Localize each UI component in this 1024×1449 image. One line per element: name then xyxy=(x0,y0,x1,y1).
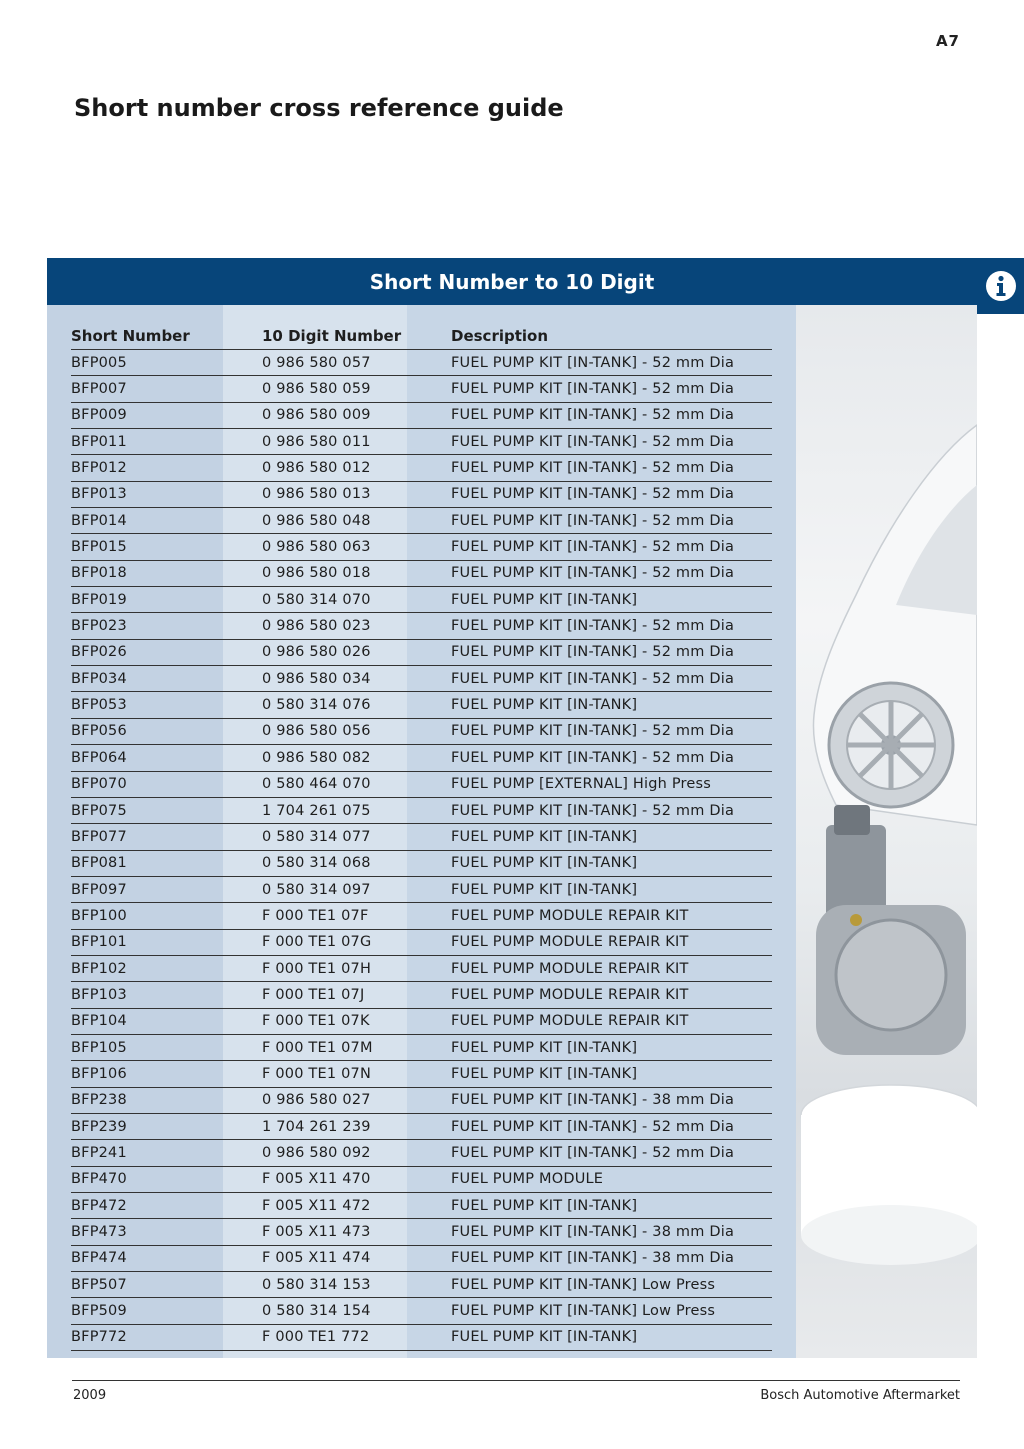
ten-digit-number-cell: 0 580 314 077 xyxy=(262,824,451,850)
description-cell: FUEL PUMP KIT [IN-TANK] xyxy=(451,1324,772,1350)
description-cell: FUEL PUMP KIT [IN-TANK] - 52 mm Dia xyxy=(451,455,772,481)
table-row xyxy=(71,1113,772,1139)
short-number-cell: BFP772 xyxy=(71,1324,262,1350)
description-cell: FUEL PUMP [EXTERNAL] High Press xyxy=(451,771,772,797)
ten-digit-number-cell: F 005 X11 470 xyxy=(262,1166,451,1192)
short-number-cell: BFP034 xyxy=(71,666,262,692)
table-row xyxy=(71,771,772,797)
table-row xyxy=(71,350,772,376)
table-row xyxy=(71,429,772,455)
short-number-cell: BFP009 xyxy=(71,402,262,428)
description-cell: FUEL PUMP KIT [IN-TANK] - 52 mm Dia xyxy=(451,1140,772,1166)
page-number: A7 xyxy=(935,32,960,50)
table-row xyxy=(71,982,772,1008)
table-row xyxy=(71,587,772,613)
description-cell: FUEL PUMP KIT [IN-TANK] - 52 mm Dia xyxy=(451,639,772,665)
table-row xyxy=(71,639,772,665)
ten-digit-number-cell: 0 580 314 068 xyxy=(262,850,451,876)
table-row xyxy=(71,1245,772,1271)
description-cell: FUEL PUMP KIT [IN-TANK] xyxy=(451,876,772,902)
description-cell: FUEL PUMP KIT [IN-TANK] - 52 mm Dia xyxy=(451,508,772,534)
description-cell: FUEL PUMP KIT [IN-TANK] - 52 mm Dia xyxy=(451,481,772,507)
ten-digit-number-cell: F 000 TE1 07G xyxy=(262,929,451,955)
short-number-cell: BFP106 xyxy=(71,1061,262,1087)
description-cell: FUEL PUMP KIT [IN-TANK] - 38 mm Dia xyxy=(451,1087,772,1113)
short-number-cell: BFP104 xyxy=(71,1008,262,1034)
table-row xyxy=(71,692,772,718)
panel-header: Short Number to 10 Digit xyxy=(47,258,977,305)
short-number-cell: BFP103 xyxy=(71,982,262,1008)
ten-digit-number-cell: 0 580 314 097 xyxy=(262,876,451,902)
short-number-cell: BFP241 xyxy=(71,1140,262,1166)
description-cell: FUEL PUMP KIT [IN-TANK] Low Press xyxy=(451,1298,772,1324)
description-cell: FUEL PUMP KIT [IN-TANK] xyxy=(451,1061,772,1087)
table-row xyxy=(71,1140,772,1166)
short-number-cell: BFP238 xyxy=(71,1087,262,1113)
table-row xyxy=(71,402,772,428)
short-number-cell: BFP053 xyxy=(71,692,262,718)
short-number-cell: BFP018 xyxy=(71,560,262,586)
short-number-cell: BFP102 xyxy=(71,955,262,981)
description-cell: FUEL PUMP KIT [IN-TANK] xyxy=(451,824,772,850)
ten-digit-number-cell: 0 580 314 153 xyxy=(262,1272,451,1298)
ten-digit-number-cell: F 000 TE1 07F xyxy=(262,903,451,929)
table-row xyxy=(71,666,772,692)
ten-digit-number-cell: 0 580 314 154 xyxy=(262,1298,451,1324)
table-row xyxy=(71,1008,772,1034)
description-cell: FUEL PUMP KIT [IN-TANK] - 52 mm Dia xyxy=(451,402,772,428)
info-icon xyxy=(984,269,1018,303)
description-cell: FUEL PUMP MODULE REPAIR KIT xyxy=(451,929,772,955)
short-number-cell: BFP097 xyxy=(71,876,262,902)
short-number-cell: BFP005 xyxy=(71,350,262,376)
table-row xyxy=(71,481,772,507)
table-row xyxy=(71,1298,772,1324)
short-number-cell: BFP472 xyxy=(71,1193,262,1219)
column-header-short-number: Short Number xyxy=(71,322,262,350)
ten-digit-number-cell: 0 580 314 076 xyxy=(262,692,451,718)
short-number-cell: BFP013 xyxy=(71,481,262,507)
product-photo xyxy=(796,305,977,1358)
description-cell: FUEL PUMP KIT [IN-TANK] - 52 mm Dia xyxy=(451,613,772,639)
car-and-sensor-illustration xyxy=(796,305,977,1358)
footer-brand: Bosch Automotive Aftermarket xyxy=(760,1388,960,1403)
description-cell: FUEL PUMP KIT [IN-TANK] xyxy=(451,587,772,613)
ten-digit-number-cell: 0 986 580 011 xyxy=(262,429,451,455)
short-number-cell: BFP105 xyxy=(71,1034,262,1060)
table-row xyxy=(71,455,772,481)
description-cell: FUEL PUMP KIT [IN-TANK] - 52 mm Dia xyxy=(451,560,772,586)
ten-digit-number-cell: 0 986 580 012 xyxy=(262,455,451,481)
short-number-cell: BFP019 xyxy=(71,587,262,613)
description-cell: FUEL PUMP KIT [IN-TANK] - 38 mm Dia xyxy=(451,1245,772,1271)
short-number-cell: BFP015 xyxy=(71,534,262,560)
short-number-cell: BFP056 xyxy=(71,718,262,744)
short-number-cell: BFP470 xyxy=(71,1166,262,1192)
table-row xyxy=(71,929,772,955)
table-row xyxy=(71,1087,772,1113)
short-number-cell: BFP507 xyxy=(71,1272,262,1298)
description-cell: FUEL PUMP KIT [IN-TANK] - 38 mm Dia xyxy=(451,1219,772,1245)
table-row xyxy=(71,718,772,744)
description-cell: FUEL PUMP MODULE REPAIR KIT xyxy=(451,1008,772,1034)
ten-digit-number-cell: 1 704 261 239 xyxy=(262,1113,451,1139)
ten-digit-number-cell: 0 986 580 009 xyxy=(262,402,451,428)
short-number-cell: BFP509 xyxy=(71,1298,262,1324)
description-cell: FUEL PUMP KIT [IN-TANK] - 52 mm Dia xyxy=(451,745,772,771)
ten-digit-number-cell: 0 986 580 057 xyxy=(262,350,451,376)
cross-reference-table xyxy=(71,322,772,1351)
description-cell: FUEL PUMP KIT [IN-TANK] xyxy=(451,1034,772,1060)
footer-divider xyxy=(72,1380,960,1381)
ten-digit-number-cell: 0 986 580 063 xyxy=(262,534,451,560)
table-row xyxy=(71,560,772,586)
footer-year: 2009 xyxy=(73,1388,107,1403)
ten-digit-number-cell: 0 986 580 018 xyxy=(262,560,451,586)
short-number-cell: BFP023 xyxy=(71,613,262,639)
short-number-cell: BFP077 xyxy=(71,824,262,850)
description-cell: FUEL PUMP KIT [IN-TANK] - 52 mm Dia xyxy=(451,718,772,744)
short-number-cell: BFP007 xyxy=(71,376,262,402)
ten-digit-number-cell: F 000 TE1 07H xyxy=(262,955,451,981)
short-number-cell: BFP012 xyxy=(71,455,262,481)
short-number-cell: BFP026 xyxy=(71,639,262,665)
description-cell: FUEL PUMP MODULE REPAIR KIT xyxy=(451,982,772,1008)
ten-digit-number-cell: 1 704 261 075 xyxy=(262,797,451,823)
ten-digit-number-cell: 0 986 580 082 xyxy=(262,745,451,771)
description-cell: FUEL PUMP MODULE REPAIR KIT xyxy=(451,903,772,929)
ten-digit-number-cell: 0 986 580 092 xyxy=(262,1140,451,1166)
ten-digit-number-cell: 0 986 580 013 xyxy=(262,481,451,507)
table-row xyxy=(71,534,772,560)
column-header-description: Description xyxy=(451,322,772,350)
table-row xyxy=(71,1034,772,1060)
description-cell: FUEL PUMP KIT [IN-TANK] - 52 mm Dia xyxy=(451,376,772,402)
table-row xyxy=(71,613,772,639)
table-row xyxy=(71,1166,772,1192)
table-row xyxy=(71,1219,772,1245)
table-row xyxy=(71,955,772,981)
ten-digit-number-cell: F 000 TE1 07N xyxy=(262,1061,451,1087)
short-number-cell: BFP239 xyxy=(71,1113,262,1139)
ten-digit-number-cell: 0 580 314 070 xyxy=(262,587,451,613)
short-number-cell: BFP070 xyxy=(71,771,262,797)
description-cell: FUEL PUMP KIT [IN-TANK] - 52 mm Dia xyxy=(451,534,772,560)
table-row xyxy=(71,508,772,534)
table-header-row xyxy=(71,322,772,350)
short-number-cell: BFP064 xyxy=(71,745,262,771)
table-row xyxy=(71,376,772,402)
short-number-cell: BFP081 xyxy=(71,850,262,876)
short-number-cell: BFP011 xyxy=(71,429,262,455)
table-row xyxy=(71,903,772,929)
table-row xyxy=(71,876,772,902)
short-number-cell: BFP075 xyxy=(71,797,262,823)
short-number-cell: BFP474 xyxy=(71,1245,262,1271)
ten-digit-number-cell: 0 986 580 048 xyxy=(262,508,451,534)
description-cell: FUEL PUMP KIT [IN-TANK] xyxy=(451,692,772,718)
cross-reference-panel xyxy=(47,258,977,1358)
ten-digit-number-cell: 0 986 580 023 xyxy=(262,613,451,639)
short-number-cell: BFP473 xyxy=(71,1219,262,1245)
description-cell: FUEL PUMP KIT [IN-TANK] - 52 mm Dia xyxy=(451,666,772,692)
description-cell: FUEL PUMP MODULE xyxy=(451,1166,772,1192)
description-cell: FUEL PUMP KIT [IN-TANK] xyxy=(451,850,772,876)
page-title: Short number cross reference guide xyxy=(74,94,564,122)
ten-digit-number-cell: 0 986 580 059 xyxy=(262,376,451,402)
ten-digit-number-cell: F 000 TE1 772 xyxy=(262,1324,451,1350)
ten-digit-number-cell: 0 986 580 056 xyxy=(262,718,451,744)
description-cell: FUEL PUMP KIT [IN-TANK] xyxy=(451,1193,772,1219)
info-tab[interactable] xyxy=(977,258,1024,314)
table-row xyxy=(71,745,772,771)
short-number-cell: BFP101 xyxy=(71,929,262,955)
ten-digit-number-cell: 0 986 580 027 xyxy=(262,1087,451,1113)
ten-digit-number-cell: F 000 TE1 07M xyxy=(262,1034,451,1060)
short-number-cell: BFP014 xyxy=(71,508,262,534)
ten-digit-number-cell: F 000 TE1 07K xyxy=(262,1008,451,1034)
ten-digit-number-cell: 0 986 580 034 xyxy=(262,666,451,692)
ten-digit-number-cell: 0 580 464 070 xyxy=(262,771,451,797)
ten-digit-number-cell: F 000 TE1 07J xyxy=(262,982,451,1008)
table-row xyxy=(71,1272,772,1298)
table-row xyxy=(71,1324,772,1350)
ten-digit-number-cell: 0 986 580 026 xyxy=(262,639,451,665)
description-cell: FUEL PUMP KIT [IN-TANK] Low Press xyxy=(451,1272,772,1298)
ten-digit-number-cell: F 005 X11 472 xyxy=(262,1193,451,1219)
description-cell: FUEL PUMP KIT [IN-TANK] - 52 mm Dia xyxy=(451,797,772,823)
description-cell: FUEL PUMP KIT [IN-TANK] - 52 mm Dia xyxy=(451,429,772,455)
description-cell: FUEL PUMP KIT [IN-TANK] - 52 mm Dia xyxy=(451,1113,772,1139)
table-row xyxy=(71,824,772,850)
column-header-10-digit-number: 10 Digit Number xyxy=(262,322,451,350)
table-row xyxy=(71,850,772,876)
description-cell: FUEL PUMP KIT [IN-TANK] - 52 mm Dia xyxy=(451,350,772,376)
description-cell: FUEL PUMP MODULE REPAIR KIT xyxy=(451,955,772,981)
short-number-cell: BFP100 xyxy=(71,903,262,929)
table-row xyxy=(71,1061,772,1087)
ten-digit-number-cell: F 005 X11 474 xyxy=(262,1245,451,1271)
ten-digit-number-cell: F 005 X11 473 xyxy=(262,1219,451,1245)
table-row xyxy=(71,797,772,823)
table-row xyxy=(71,1193,772,1219)
